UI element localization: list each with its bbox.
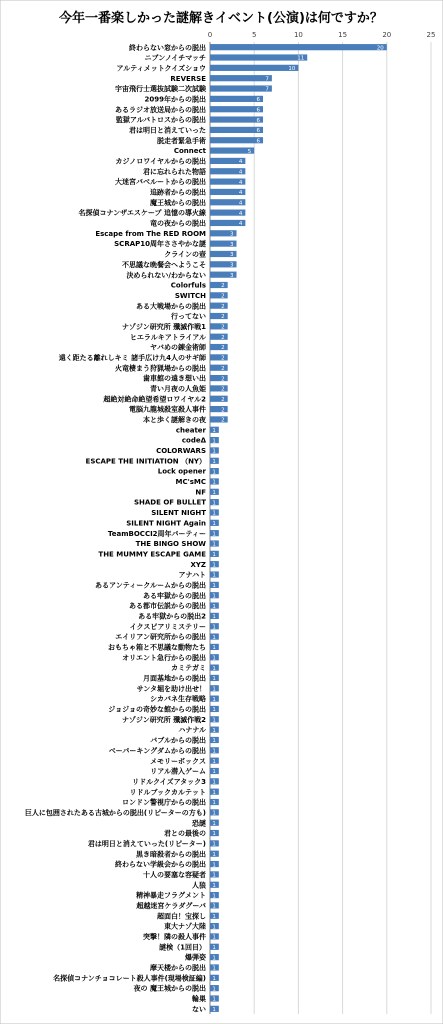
bar [210,354,228,360]
data-label: 1 [212,448,216,455]
category-label: あるラジオ放送局からの脱出 [115,105,206,114]
data-label: 1 [212,665,216,672]
bar [210,292,228,298]
data-label: 1 [212,893,216,900]
category-label: codeΔ [181,436,206,445]
category-label: 本と歩く謎解きの夜 [143,416,206,425]
data-label: 5 [247,148,252,155]
category-label: SWITCH [174,291,206,300]
data-label: 4 [238,179,243,186]
data-label: 1 [212,882,216,889]
data-label: 10 [288,66,296,73]
data-label: 1 [212,686,216,693]
data-label: 2 [221,283,225,290]
data-label: 2 [221,407,225,414]
data-label: 3 [230,262,234,269]
data-label: 1 [212,645,216,652]
data-label: 2 [221,376,225,383]
data-label: 4 [238,169,243,176]
data-label: 2 [221,314,225,321]
category-label: ロンドン警視庁からの脱出 [122,798,206,807]
data-label: 1 [212,427,216,434]
bar [210,385,228,391]
bar [210,116,263,122]
category-label: ヤバめの錬金術師 [150,343,206,352]
category-label: ある都市伝説からの脱出 [129,602,206,611]
category-label: ジョジョの奇妙な館からの脱出 [108,705,206,714]
data-label: 1 [212,924,216,931]
category-label: 魔王城からの脱出 [150,198,206,207]
data-label: 7 [265,86,269,93]
category-label: 爆弾姿 [185,953,206,962]
data-label: 1 [212,531,216,538]
data-label: 1 [212,572,216,579]
category-label: 謎検（1回目） [159,943,206,952]
data-label: 1 [212,976,216,983]
data-label: 1 [212,593,216,600]
category-label: Connect [173,147,206,156]
data-label: 1 [212,727,216,734]
category-label: ナゾジン研究所 殲滅作戦1 [121,322,206,331]
data-label: 1 [212,831,216,838]
category-label: ナゾジン研究所 殲滅作戦2 [121,715,206,724]
data-label: 6 [256,117,261,124]
category-label: 青い月夜の人魚姫 [150,385,206,394]
data-label: 1 [212,965,216,972]
data-label: 1 [212,996,216,1003]
data-label: 1 [212,438,216,445]
category-label: ない [192,1005,206,1014]
category-label: 歯車館の遠き想い出 [143,374,206,383]
bar [210,396,228,402]
data-label: 1 [212,872,216,879]
bar [210,416,228,422]
category-label: NF [195,488,206,497]
data-label: 11 [297,55,305,62]
category-label: イクスピアリミステリー [129,622,206,631]
category-label: 恐謎 [192,819,206,828]
data-label: 2 [221,396,225,403]
category-label: リアル潜入ゲーム [150,767,206,776]
category-label: 超越迷宮ケラダグーバ [136,902,206,911]
bar [210,85,272,91]
category-label: 精神暴走フラグメント [136,891,206,900]
data-label: 1 [212,490,216,497]
category-label: ある大戦場からの脱出 [136,302,206,311]
data-label: 1 [212,738,216,745]
x-tick-label: 10 [293,31,303,39]
category-label: おもちゃ箱と不思議な動物たち [108,643,206,652]
category-label: SCRAP10周年ささやかな謎 [114,240,206,249]
bar [210,282,228,288]
data-label: 1 [212,934,216,941]
category-label: 遠く距たる離れしキミ 諸手広け九4人のサギ師 [58,353,206,362]
category-label: 十人の要塞な容疑者 [143,871,206,880]
bar [210,406,228,412]
category-label: Escape from The RED ROOM [95,229,206,238]
category-label: THE BINGO SHOW [135,540,206,549]
category-label: 輪巣 [192,995,206,1004]
category-label: ヒエラルキアトライアル [129,333,206,342]
category-label: REVERSE [170,74,206,83]
data-label: 6 [256,138,261,145]
data-label: 1 [212,500,216,507]
x-tick-label: 15 [338,31,348,39]
data-label: 3 [230,241,234,248]
category-label: THE MUMMY ESCAPE GAME [98,550,206,559]
data-label: 3 [230,252,234,259]
data-label: 1 [212,779,216,786]
bar [210,344,228,350]
category-label: ESCAPE THE INITIATION （NY） [85,457,206,466]
data-label: 4 [238,221,243,228]
data-label: 1 [212,603,216,610]
data-label: 1 [212,769,216,776]
category-label: 君は明日と消えていった(リピーター) [87,839,206,848]
category-label: 月面基地からの脱出 [143,674,206,683]
category-label: 君は明日と消えていった [129,126,206,135]
category-label: 君との最後の [164,829,206,838]
data-label: 2 [221,417,225,424]
category-label: 終わらない窓からの脱出 [129,43,206,52]
category-label: Colorfuls [170,281,206,290]
x-tick-label: 20 [382,31,392,39]
category-label: 追跡者からの脱出 [150,188,206,197]
bar [210,75,272,81]
data-label: 1 [212,541,216,548]
category-label: 名探偵コナンチョコレート殺人事件(現場検証編) [53,974,206,983]
category-label: 大迷宮バベルートからの脱出 [115,178,206,187]
data-label: 3 [230,231,234,238]
category-label: 脱走者緊急手術 [157,136,206,145]
category-label: TeamBOCCI2周年パーティー [107,529,206,538]
category-label: 行ってない [171,312,206,321]
data-label: 1 [212,624,216,631]
bar [210,127,263,133]
data-label: 2 [221,303,225,310]
bar [210,65,298,71]
category-label: バブルからの脱出 [150,736,206,745]
data-label: 1 [212,469,216,476]
category-label: 決められない/わからない [126,271,206,280]
category-label: ある牢獄からの脱出2 [138,612,206,621]
data-label: 6 [256,128,261,135]
category-label: SILENT NIGHT [151,509,206,518]
category-label: 突撃！隣の殺人事件 [143,933,206,942]
bar [210,334,228,340]
category-label: XYZ [190,560,206,569]
category-label: オリエント急行からの脱出 [122,653,206,662]
data-label: 1 [212,614,216,621]
data-label: 3 [230,272,234,279]
data-label: 2 [221,324,225,331]
data-label: 1 [212,748,216,755]
data-label: 1 [212,521,216,528]
data-label: 1 [212,862,216,869]
category-label: 終わらない学級会からの脱出 [115,860,206,869]
category-label: リドルクイズアタック3 [132,777,206,786]
category-label: Lock opener [157,467,206,476]
bar [210,365,228,371]
data-label: 1 [212,820,216,827]
data-label: 1 [212,676,216,683]
category-label: COLORWARS [156,447,206,456]
data-label: 1 [212,552,216,559]
data-label: 2 [221,386,225,393]
category-label: 人狼 [192,881,206,890]
bar [210,106,263,112]
data-label: 4 [238,159,243,166]
data-label: 2 [221,345,225,352]
bar [210,313,228,319]
category-label: 夜の 魔王城からの脱出 [133,984,206,993]
bar [210,375,228,381]
category-label: 巨人に包囲されたある古城からの脱出(リピーターの方も) [24,808,206,817]
category-label: MC'sMC [175,478,206,487]
category-label: クラインの壺 [164,250,206,259]
data-label: 1 [212,758,216,765]
data-label: 1 [212,583,216,590]
x-tick-label: 5 [251,31,257,39]
data-label: 1 [212,655,216,662]
data-label: 1 [212,707,216,714]
data-label: 1 [212,810,216,817]
category-label: エイリアン研究所からの脱出 [115,633,206,642]
data-label: 7 [265,76,269,83]
category-label: カジノロワイヤルからの脱出 [115,157,206,166]
category-label: 黒き暗殺者からの脱出 [136,850,206,859]
category-label: 不思議な晩餐会へようこそ [122,260,206,269]
data-label: 1 [212,717,216,724]
category-label: SILENT NIGHT Again [126,519,206,528]
data-label: 4 [238,200,243,207]
category-label: 名探偵コナンザエスケープ 追憶の導火線 [78,209,206,218]
data-label: 1 [212,510,216,517]
category-label: カミテガミ [171,664,206,673]
bar [210,303,228,309]
data-label: 1 [212,841,216,848]
category-label: 電脳九龍城殺室殺人事件 [129,405,206,414]
category-label: シカバネ生存戦略 [150,695,206,704]
data-label: 2 [221,293,225,300]
category-label: 東大ナゾ大陸 [164,922,206,931]
x-tick-label: 0 [207,31,213,39]
category-label: 君に忘れられた物語 [143,167,206,176]
category-label: 超面白！宝探し [157,912,206,921]
category-label: メモリーボックス [150,757,206,766]
bar [210,44,387,50]
category-label: 2099年からの脱出 [144,95,206,104]
data-label: 2 [221,365,225,372]
category-label: 摩天楼からの脱出 [150,964,206,973]
category-label: 超絶対絶命絶望希望ロワイヤル2 [103,395,206,404]
category-label: 宇宙飛行士選抜試験二次試験 [115,85,206,94]
bar [210,137,263,143]
data-label: 1 [212,986,216,993]
data-label: 1 [212,944,216,951]
data-label: 1 [212,458,216,465]
category-label: あるアンティークルームからの脱出 [95,581,206,590]
data-label: 1 [212,1007,216,1014]
data-label: 1 [212,800,216,807]
data-label: 2 [221,334,225,341]
data-label: 1 [212,634,216,641]
data-label: 1 [212,789,216,796]
category-label: サンタ堀を助け出せ！ [136,684,206,693]
category-label: ハナナル [178,726,206,735]
category-label: アルティメットクイズショウ [116,64,206,73]
data-label: 4 [238,190,243,197]
data-label: 1 [212,903,216,910]
chart-title: 今年一番楽しかった謎解きイベント(公演)は何ですか？ [59,11,383,26]
bar [210,96,263,102]
category-label: リドルブックカルテット [129,788,206,797]
bar [210,323,228,329]
data-label: 20 [376,45,384,52]
category-label: cheater [175,426,206,435]
data-label: 2 [221,355,225,362]
category-label: 竜の夜からの脱出 [150,219,206,228]
data-label: 1 [212,562,216,569]
data-label: 1 [212,696,216,703]
category-label: 火竜棲まう狩猟場からの脱出 [115,364,206,373]
data-label: 1 [212,913,216,920]
category-label: SHADE OF BULLET [133,498,206,507]
category-label: ある牢獄からの脱出 [143,591,206,600]
data-label: 1 [212,479,216,486]
data-label: 4 [238,210,243,217]
x-tick-label: 25 [426,31,436,39]
data-label: 6 [256,97,261,104]
data-label: 6 [256,107,261,114]
bar [210,54,307,60]
category-label: アナハト [178,571,206,580]
data-label: 1 [212,851,216,858]
category-label: 監獄アルバトロスからの脱出 [115,116,206,125]
data-label: 1 [212,955,216,962]
category-label: ベーパーキングダムからの脱出 [108,746,206,755]
category-label: ニブンノイチマッチ [144,54,206,63]
